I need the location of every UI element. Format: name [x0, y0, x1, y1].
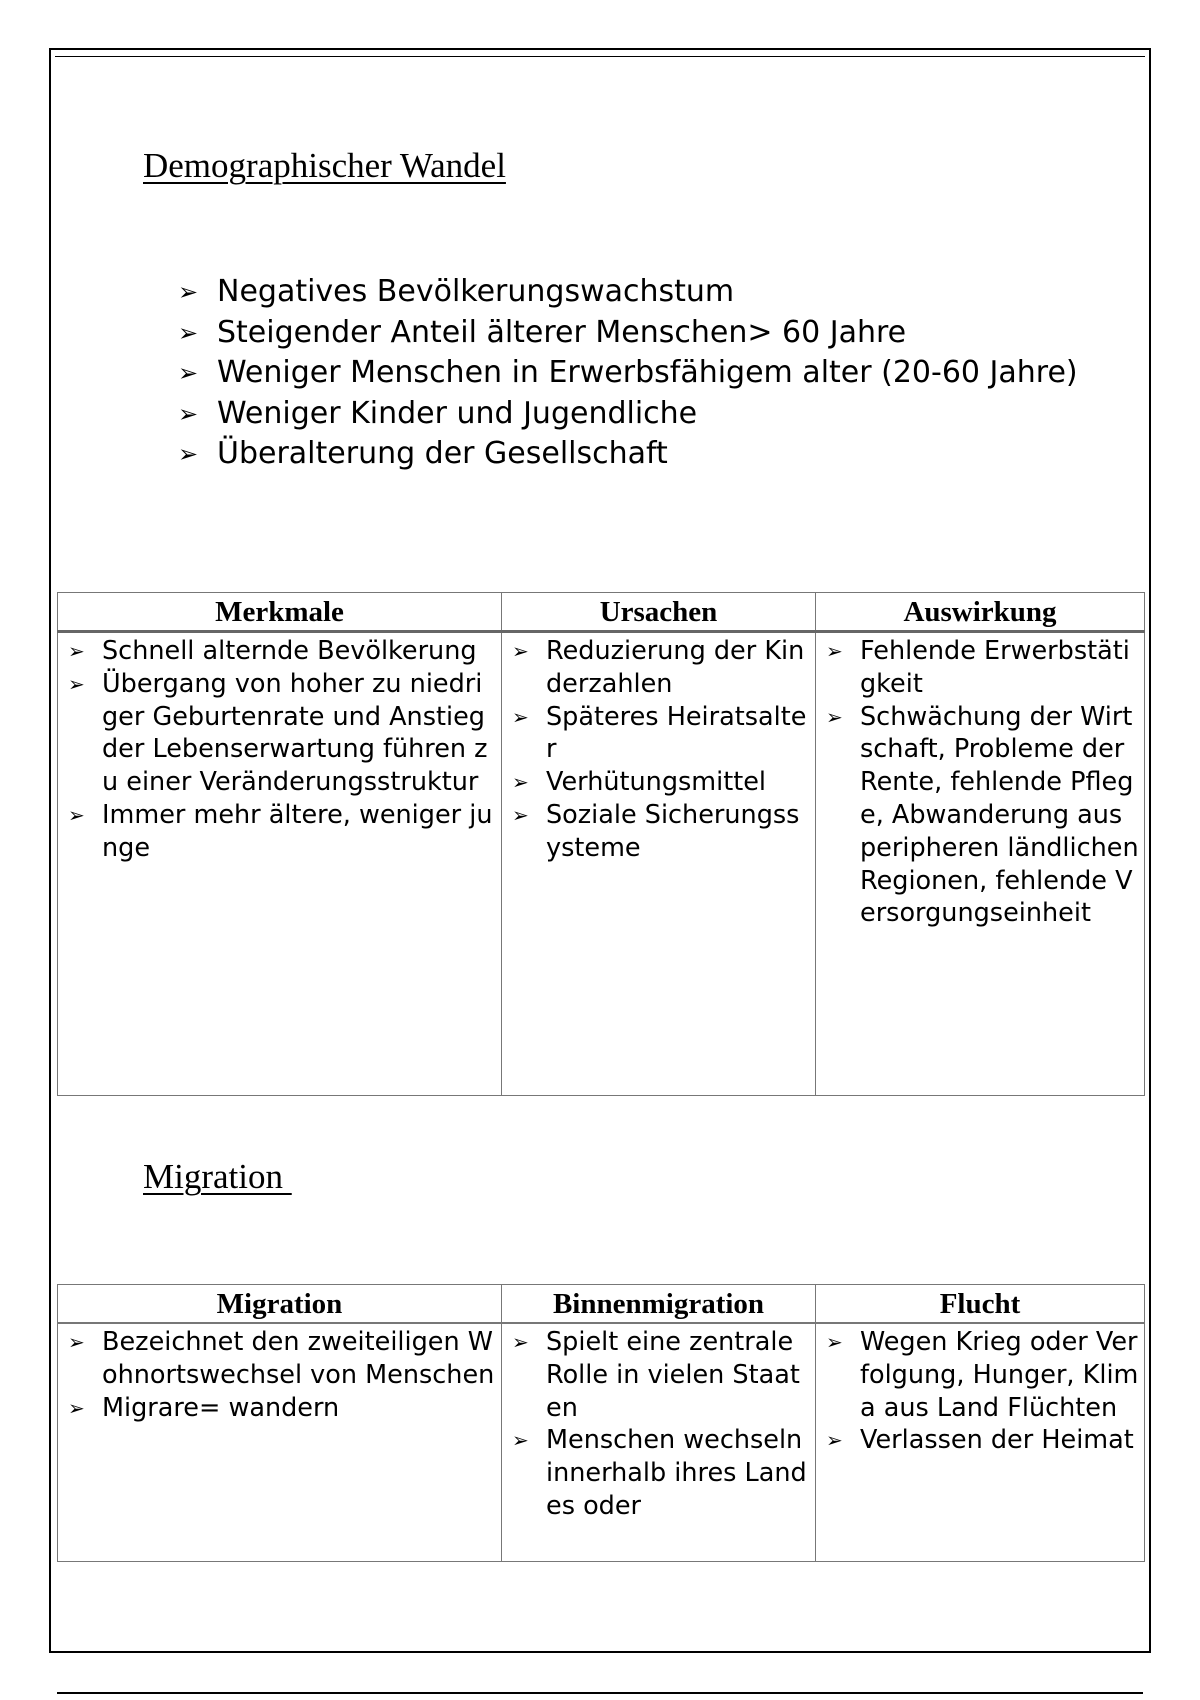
list-item: ➢ Soziale Sicherungssysteme [512, 799, 800, 863]
column-header-migration: Migration [58, 1285, 502, 1324]
column-header-ursachen: Ursachen [502, 593, 816, 632]
footer-rule [57, 1692, 1143, 1694]
arrow-bullet-icon: ➢ [512, 639, 529, 663]
list-item: ➢ Fehlende Erwerbstätigkeit [826, 636, 1130, 699]
arrow-bullet-icon: ➢ [826, 1330, 843, 1354]
arrow-bullet-icon: ➢ [178, 318, 199, 347]
arrow-bullet-icon: ➢ [512, 1428, 529, 1453]
bullet-item: ➢ Überalterung der Gesellschaft [178, 434, 1098, 475]
arrow-bullet-icon: ➢ [512, 1330, 529, 1354]
cell-bullet-list [66, 635, 497, 865]
arrow-bullet-icon: ➢ [826, 1428, 843, 1453]
bullet-item: ➢ Weniger Menschen in Erwerbsfähigem alter (20-60 Jahre) [178, 353, 1098, 394]
cell-bullet-list [824, 635, 1140, 930]
page-border-inner-line [55, 56, 1145, 57]
column-header-merkmale: Merkmale [58, 593, 502, 632]
demographic-table [57, 592, 1145, 1096]
list-item: ➢ Reduzierung der Kinderzahlen [512, 636, 805, 699]
list-item: ➢ Schnell alternde Bevölkerung [68, 636, 477, 666]
table-cell-migration [58, 1323, 502, 1562]
arrow-bullet-icon: ➢ [68, 1330, 85, 1354]
column-header-flucht: Flucht [816, 1285, 1145, 1324]
table-cell-flucht [816, 1323, 1145, 1562]
table-cell-merkmale [58, 632, 502, 1096]
list-item: ➢ Verlassen der Heimat [826, 1425, 1134, 1456]
arrow-bullet-icon: ➢ [512, 802, 529, 827]
arrow-bullet-icon: ➢ [178, 399, 199, 428]
table-cell-ursachen [502, 632, 816, 1096]
list-item: ➢ Migrare= wandern [68, 1392, 340, 1423]
list-item: ➢ Wegen Krieg oder Verfolgung, Hunger, Klima aus Land Flüchten [826, 1327, 1139, 1423]
arrow-bullet-icon: ➢ [68, 802, 85, 827]
cell-bullet-list [66, 1326, 497, 1424]
bullet-item: ➢ Negatives Bevölkerungswachstum [178, 272, 1098, 313]
list-item: ➢ Späteres Heiratsalter [512, 701, 807, 765]
arrow-bullet-icon: ➢ [512, 770, 529, 795]
bullet-item: ➢ Steigender Anteil älterer Menschen> 60 Jahre [178, 313, 1098, 354]
arrow-bullet-icon: ➢ [826, 704, 843, 729]
cell-bullet-list [510, 635, 811, 865]
heading-migration: Migration [143, 1157, 292, 1196]
list-item: ➢ Bezeichnet den zweiteiligen Wohnortswechsel von Menschen [68, 1327, 495, 1390]
cell-bullet-list [510, 1326, 811, 1523]
list-item: ➢ Spielt eine zentrale Rolle in vielen Staaten [512, 1327, 800, 1423]
column-header-auswirkung: Auswirkung [816, 593, 1145, 632]
migration-table [57, 1284, 1145, 1562]
list-item: ➢ Menschen wechseln innerhalb ihres Landes oder [512, 1425, 807, 1521]
arrow-bullet-icon: ➢ [68, 671, 85, 696]
arrow-bullet-icon: ➢ [68, 1395, 85, 1420]
heading-demographischer-wandel: Demographischer Wandel [143, 146, 506, 185]
arrow-bullet-icon: ➢ [512, 704, 529, 729]
list-item: ➢ Verhütungsmittel [512, 767, 766, 798]
arrow-bullet-icon: ➢ [68, 639, 85, 663]
list-item: ➢ Schwächung der Wirtschaft, Probleme der Rente, fehlende Pflege, Abwanderung aus peripheren ländlichen Regionen, fehlende Versorgungseinheit [826, 701, 1139, 929]
list-item: ➢ Immer mehr ältere, weniger junge [68, 799, 493, 863]
table-cell-auswirkung [816, 632, 1145, 1096]
demographic-bullet-list [178, 272, 1098, 475]
arrow-bullet-icon: ➢ [178, 278, 199, 306]
cell-bullet-list [824, 1326, 1140, 1457]
table-cell-binnenmigration [502, 1323, 816, 1562]
bullet-item: ➢ Weniger Kinder und Jugendliche [178, 394, 1098, 435]
column-header-binnenmigration: Binnenmigration [502, 1285, 816, 1324]
list-item: ➢ Übergang von hoher zu niedriger Geburtenrate und Anstieg der Lebenserwartung führen zu einer Veränderungsstruktur [68, 668, 488, 798]
arrow-bullet-icon: ➢ [178, 359, 199, 387]
arrow-bullet-icon: ➢ [178, 440, 199, 468]
arrow-bullet-icon: ➢ [826, 639, 843, 663]
